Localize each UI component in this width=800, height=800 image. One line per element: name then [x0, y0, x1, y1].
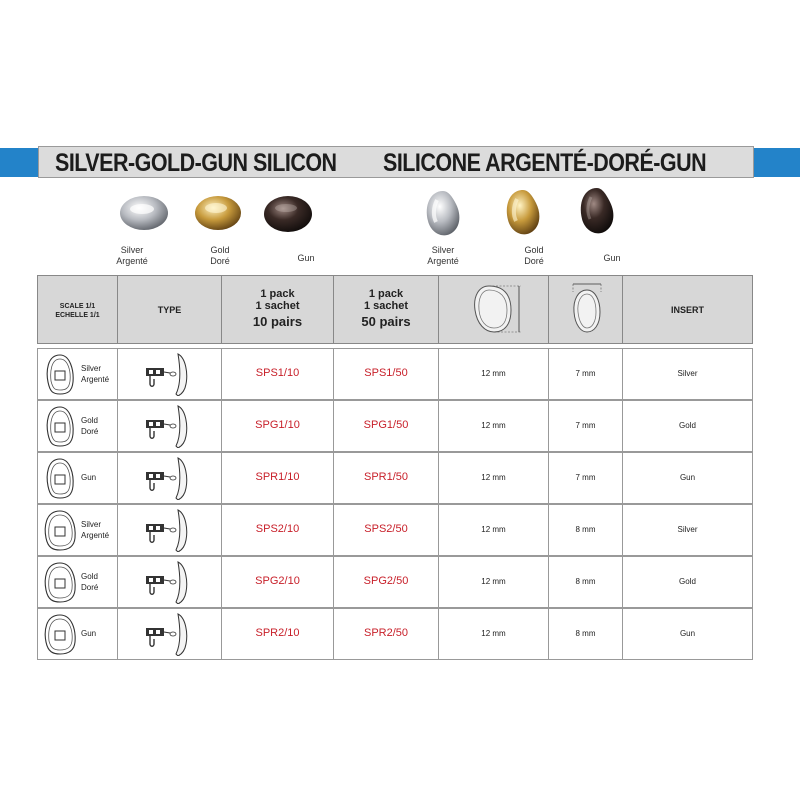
header-type — [118, 276, 222, 343]
header-type-label: TYPE — [157, 305, 182, 315]
type-cell — [118, 609, 222, 659]
header-pack10 — [222, 276, 334, 343]
pack10-code: SPR2/10 — [255, 627, 300, 639]
length-value: 12 mm — [481, 629, 506, 638]
pack50-code: SPG2/50 — [363, 575, 409, 587]
header-pack50-line2: 1 sachet — [363, 300, 409, 312]
header-pack10-line3: 10 pairs — [252, 314, 303, 329]
gold-oval-swatch-icon — [193, 193, 243, 233]
scale-cell — [38, 453, 118, 503]
header-insert-label: INSERT — [670, 305, 704, 315]
scale-cell — [38, 609, 118, 659]
width-value-cell — [549, 453, 623, 503]
header-pack50-line1: 1 pack — [368, 288, 404, 300]
table-row — [37, 504, 753, 556]
pack10-code: SPR1/10 — [255, 471, 300, 483]
pack10-code-cell — [222, 505, 334, 555]
swatch-label: Gun — [297, 253, 315, 263]
pack10-code-cell — [222, 349, 334, 399]
pack50-code: SPG1/50 — [363, 419, 409, 431]
length-value-cell — [439, 505, 549, 555]
swatch-label: Silver Argenté — [427, 245, 459, 266]
insert-value-cell — [623, 557, 752, 607]
header-echelle-label: ECHELLE 1/1 — [55, 312, 100, 319]
insert-value-cell — [623, 505, 752, 555]
type-cell — [118, 453, 222, 503]
finish-label: Silver Argenté — [81, 520, 110, 540]
width-value: 8 mm — [575, 525, 596, 534]
pack50-code: SPS1/50 — [364, 367, 408, 379]
table-header — [37, 275, 753, 344]
table-row — [37, 452, 753, 504]
nosepad-scale-icon — [43, 352, 77, 396]
pad-side-profile-icon — [140, 404, 200, 448]
length-value-cell — [439, 609, 549, 659]
header-pack50-line3: 50 pairs — [361, 314, 411, 329]
header-scale — [38, 276, 118, 343]
table-row — [37, 348, 753, 400]
swatch-label: Silver Argenté — [116, 245, 148, 266]
width-value-cell — [549, 557, 623, 607]
finish-label: Silver Argenté — [81, 364, 110, 384]
silver-oval-swatch-icon — [118, 193, 170, 233]
type-cell — [118, 349, 222, 399]
header-scale-label: SCALE 1/1 — [59, 303, 96, 310]
header-pack50 — [334, 276, 439, 343]
table-row — [37, 400, 753, 452]
length-value-cell — [439, 401, 549, 451]
pack10-code-cell — [222, 453, 334, 503]
pad-side-profile-icon — [140, 560, 200, 604]
length-value: 12 mm — [481, 473, 506, 482]
insert-value-cell — [623, 349, 752, 399]
nosepad-scale-icon — [43, 612, 77, 656]
finish-label: Gold Doré — [81, 416, 99, 436]
title-english: SILVER-GOLD-GUN SILICON — [55, 149, 337, 177]
insert-value: Gold — [679, 577, 696, 586]
length-value: 12 mm — [481, 369, 506, 378]
pack10-code-cell — [222, 557, 334, 607]
header-length — [439, 276, 549, 343]
pad-side-profile-icon — [140, 508, 200, 552]
width-value-cell — [549, 401, 623, 451]
gun-oval-swatch-icon — [262, 193, 314, 235]
pad-side-profile-icon — [140, 456, 200, 500]
pack10-code-cell — [222, 609, 334, 659]
finish-label: Gun — [81, 473, 97, 482]
finish-label: Gun — [81, 629, 97, 638]
silver-drop-swatch-icon — [420, 188, 466, 240]
width-value-cell — [549, 505, 623, 555]
swatch-label: Gold Doré — [524, 245, 544, 266]
table-row — [37, 608, 753, 660]
nosepad-scale-icon — [43, 456, 77, 500]
length-value: 12 mm — [481, 525, 506, 534]
width-value: 7 mm — [575, 473, 596, 482]
pack10-code: SPS2/10 — [255, 523, 300, 535]
pack50-code-cell — [334, 401, 439, 451]
pad-side-profile-icon — [140, 612, 200, 656]
scale-cell — [38, 505, 118, 555]
width-value-cell — [549, 349, 623, 399]
swatch-label: Gun — [603, 253, 621, 263]
pack50-code-cell — [334, 557, 439, 607]
type-cell — [118, 505, 222, 555]
length-value: 12 mm — [481, 421, 506, 430]
header-width — [549, 276, 623, 343]
swatch-label: Gold Doré — [210, 245, 230, 266]
finish-label: Gold Doré — [81, 572, 99, 592]
length-diagram-icon — [467, 280, 527, 338]
width-value: 8 mm — [575, 629, 596, 638]
nosepad-scale-icon — [43, 508, 77, 552]
scale-cell — [38, 557, 118, 607]
pack10-code-cell — [222, 401, 334, 451]
pack50-code-cell — [334, 505, 439, 555]
insert-value-cell — [623, 453, 752, 503]
insert-value: Gold — [679, 421, 696, 430]
width-value: 7 mm — [575, 369, 596, 378]
header-insert — [623, 276, 752, 343]
type-cell — [118, 401, 222, 451]
scale-cell — [38, 349, 118, 399]
title-french: SILICONE ARGENTÉ-DORÉ-GUN — [383, 149, 707, 177]
insert-value: Gun — [679, 629, 696, 638]
gun-drop-swatch-icon — [573, 185, 621, 239]
width-diagram-icon — [567, 280, 607, 338]
length-value-cell — [439, 453, 549, 503]
pack50-code-cell — [334, 453, 439, 503]
header-pack10-line2: 1 sachet — [255, 300, 300, 312]
header-pack10-line1: 1 pack — [260, 288, 295, 300]
pack50-code-cell — [334, 609, 439, 659]
length-value-cell — [439, 557, 549, 607]
pad-side-profile-icon — [140, 352, 200, 396]
type-cell — [118, 557, 222, 607]
table-row — [37, 556, 753, 608]
pack50-code: SPR2/50 — [363, 627, 409, 639]
gold-drop-swatch-icon — [500, 187, 546, 239]
pack10-code: SPS1/10 — [255, 367, 300, 379]
width-value-cell — [549, 609, 623, 659]
insert-value-cell — [623, 401, 752, 451]
insert-value: Gun — [679, 473, 696, 482]
pack50-code: SPR1/50 — [363, 471, 409, 483]
length-value: 12 mm — [481, 577, 506, 586]
scale-cell — [38, 401, 118, 451]
pack10-code: SPG2/10 — [255, 575, 300, 587]
pack50-code-cell — [334, 349, 439, 399]
insert-value-cell — [623, 609, 752, 659]
pack10-code: SPG1/10 — [255, 419, 300, 431]
nosepad-scale-icon — [43, 560, 77, 604]
title-box — [38, 146, 754, 178]
insert-value: Silver — [677, 369, 698, 378]
nosepad-scale-icon — [43, 404, 77, 448]
insert-value: Silver — [677, 525, 698, 534]
length-value-cell — [439, 349, 549, 399]
width-value: 8 mm — [575, 577, 596, 586]
width-value: 7 mm — [575, 421, 596, 430]
pack50-code: SPS2/50 — [364, 523, 408, 535]
